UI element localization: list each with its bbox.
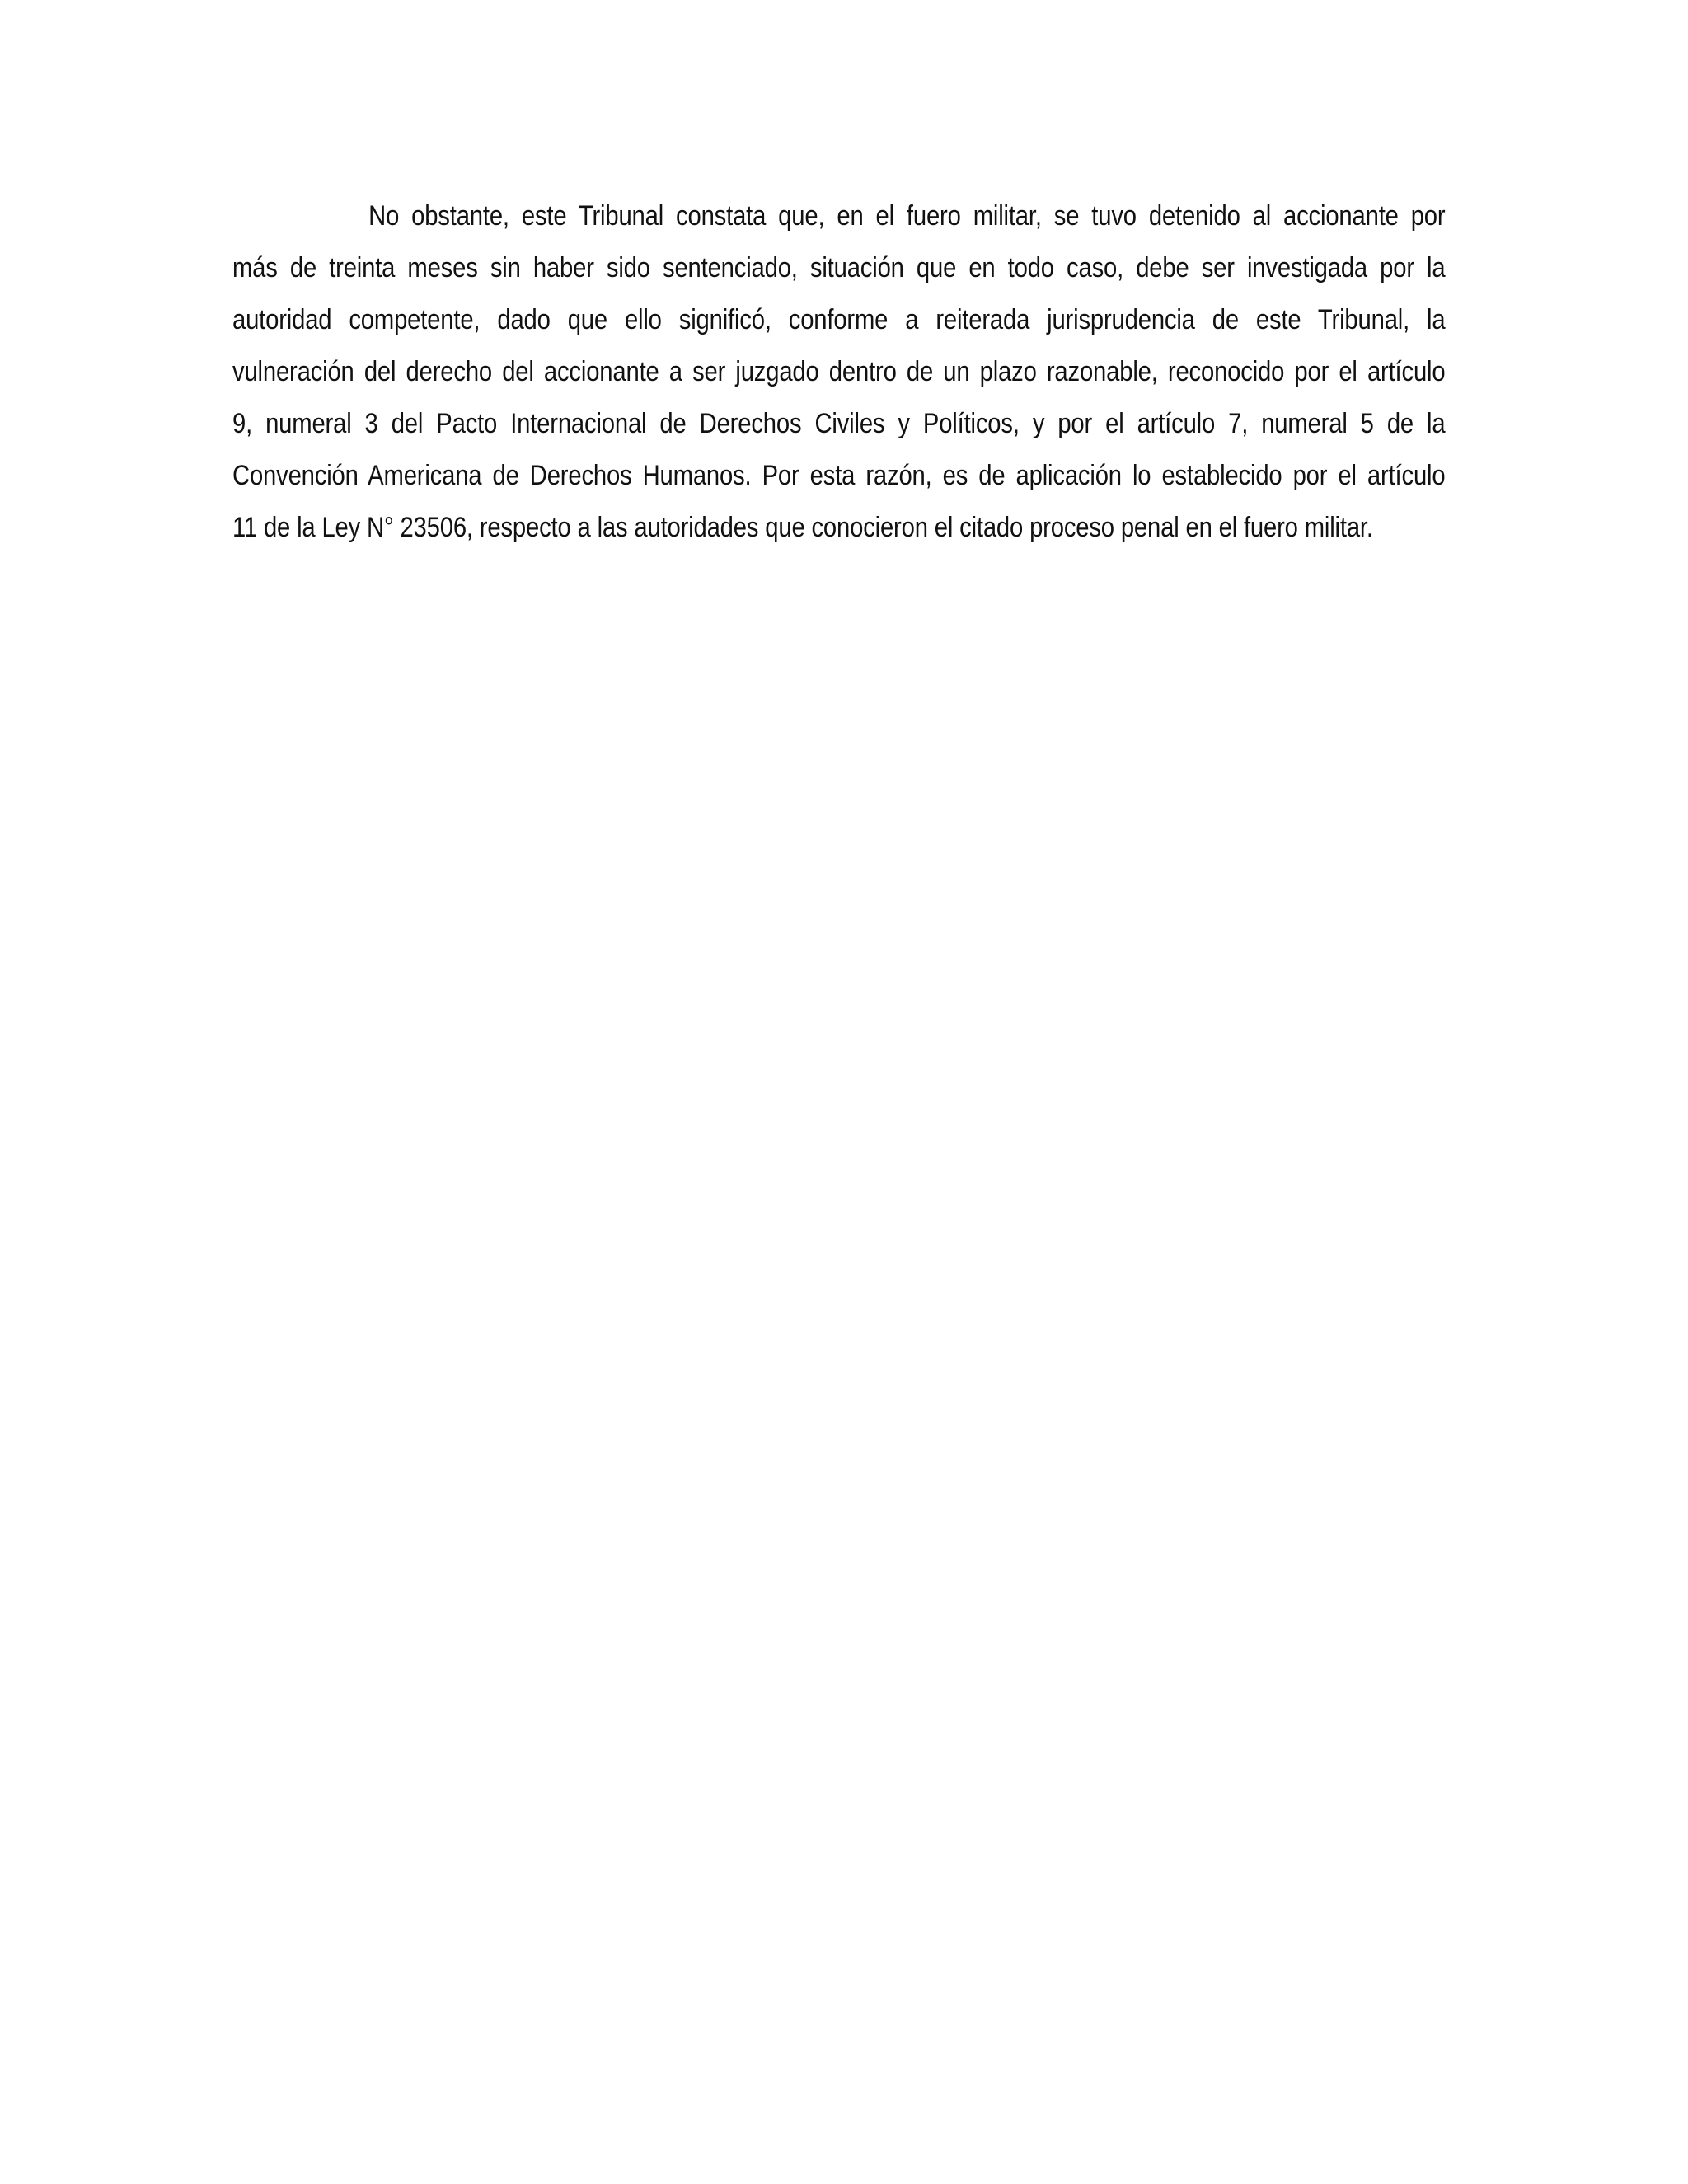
paragraph-line: autoridad competente, dado que ello significó, conforme a reiterada jurisprudencia de este Tribunal, la xyxy=(232,304,1446,335)
paragraph-line: más de treinta meses sin haber sido sentenciado, situación que en todo caso, debe ser investigada por la xyxy=(232,252,1446,284)
paragraph-line: vulneración del derecho del accionante a ser juzgado dentro de un plazo razonable, reconocido por el artículo xyxy=(232,356,1446,387)
paragraph-line: 11 de la Ley N° 23506, respecto a las autoridades que conocieron el citado proceso penal en el fuero militar. xyxy=(232,512,1373,543)
body-paragraph xyxy=(232,190,1445,554)
paragraph-line: Convención Americana de Derechos Humanos. Por esta razón, es de aplicación lo establecido por el artículo xyxy=(232,460,1446,491)
paragraph-line: 9, numeral 3 del Pacto Internacional de Derechos Civiles y Políticos, y por el artículo 7, numeral 5 de la xyxy=(232,408,1446,439)
paragraph-line: No obstante, este Tribunal constata que, en el fuero militar, se tuvo detenido al accionante por xyxy=(368,200,1446,232)
